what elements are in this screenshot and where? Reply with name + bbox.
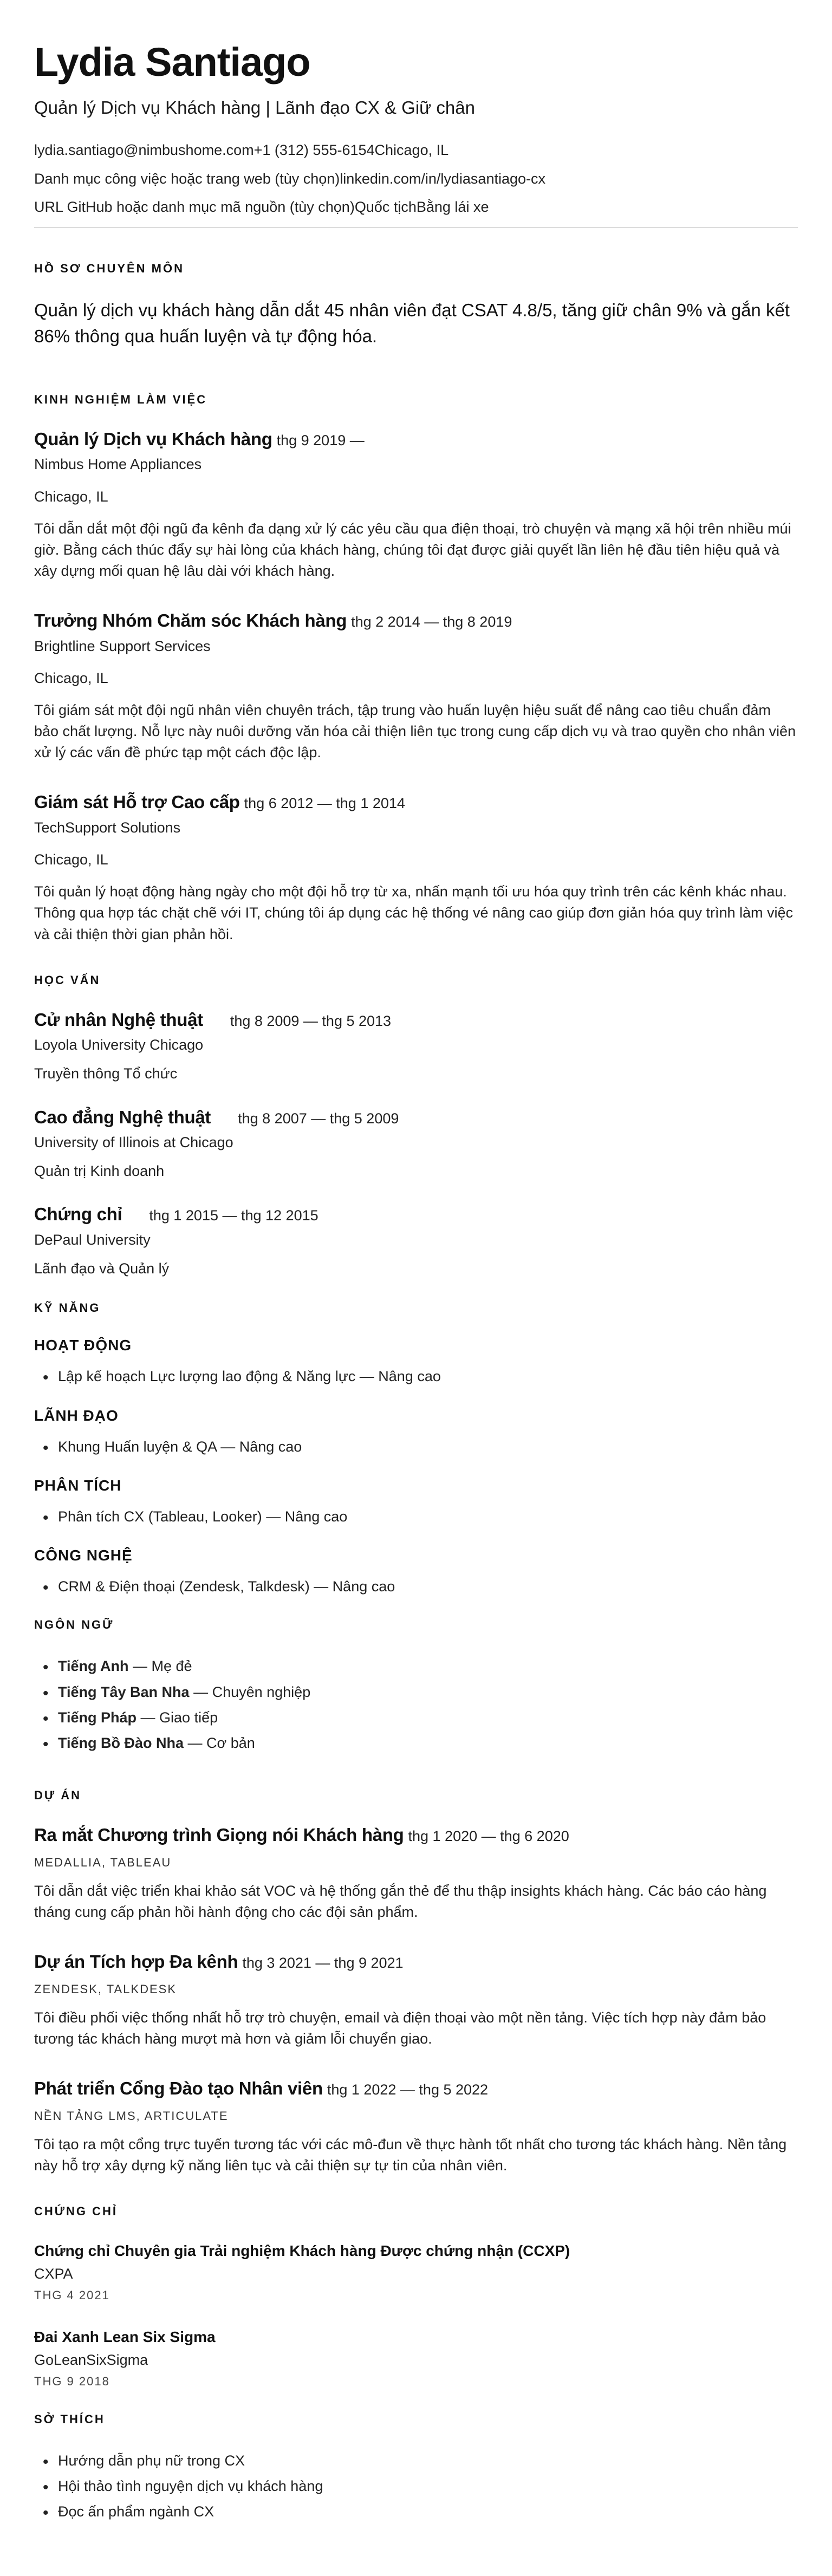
certification-date: THG 4 2021: [34, 2288, 110, 2302]
interest-item: • Đọc ấn phẩm ngành CX: [43, 2499, 798, 2525]
certifications-section: [34, 2204, 798, 2391]
language-item: [43, 1705, 798, 1731]
section-title-profile: HỒ SƠ CHUYÊN MÔN: [34, 262, 185, 276]
degree-title: Chứng chỉ: [34, 1204, 122, 1225]
languages-section: [34, 1618, 798, 1756]
field-of-study: Lãnh đạo và Quản lý: [34, 1260, 170, 1277]
certification-title: Chứng chỉ Chuyên gia Trải nghiệm Khách hàng Được chứng nhận (CCXP): [34, 2242, 570, 2259]
job-date: thg 6 2012 — thg 1 2014: [244, 795, 405, 812]
job-description: Tôi quản lý hoạt động hàng ngày cho một đội hỗ trợ từ xa, nhấn mạnh tối ưu hóa quy trình trên các kênh khác nhau. Thông qua hợp tác chặt chẽ với IT, chúng tôi áp dụng các hệ thống vé nâng cao giúp đơn giản hóa quy trình làm việc và cải thiện thời gian phản hồi.: [34, 883, 794, 942]
language-name: Tiếng Tây Ban Nha: [58, 1683, 190, 1700]
project-title: Phát triển Cổng Đào tạo Nhân viên: [34, 2078, 323, 2099]
job-description: Tôi dẫn dắt một đội ngũ đa kênh đa dạng xử lý các yêu cầu qua điện thoại, trò chuyện và mạng xã hội trên nhiều múi giờ. Bằng cách thúc đẩy sự hài lòng của khách hàng, chúng tôi đạt được giải quyết lần liên hệ đầu tiên hiệu quả và xây dựng mối quan hệ lâu dài với khách hàng.: [34, 520, 791, 579]
resume-header: [34, 42, 798, 217]
company-name: Nimbus Home Appliances: [34, 456, 202, 473]
certification-issuer: GoLeanSixSigma: [34, 2351, 148, 2368]
job-date: thg 9 2019 —: [276, 432, 365, 448]
language-level: — Mẹ đẻ: [128, 1658, 192, 1675]
project-description: Tôi dẫn dắt việc triển khai khảo sát VOC và hệ thống gắn thẻ để thu thập insights khách hàng. Các báo cáo hàng tháng cung cấp phản hồi hành động cho các đội sản phẩm.: [34, 1882, 767, 1921]
contact-line-primary: [34, 141, 798, 160]
project-entry: [34, 1824, 798, 1923]
language-level: — Cơ bản: [184, 1735, 255, 1752]
job-description: Tôi giám sát một đội ngũ nhân viên chuyên trách, tập trung vào huấn luyện hiệu suất để nâng cao tiêu chuẩn đảm bảo chất lượng. Nỗ lực này nuôi dưỡng văn hóa cải thiện liên tục trong cung cấp dịch vụ và trao quyền cho nhân viên xử lý các vấn đề phức tạp một cách độc lập.: [34, 702, 796, 761]
projects-section: [34, 1788, 798, 2176]
interest-list: [34, 2448, 798, 2525]
job-title: Giám sát Hỗ trợ Cao cấp: [34, 792, 240, 812]
job-location: Chicago, IL: [34, 669, 108, 686]
contact-line-links: [34, 170, 798, 188]
project-entry: [34, 1951, 798, 2050]
nationality: Quốc tịch: [354, 199, 417, 216]
github-link[interactable]: URL GitHub hoặc danh mục mã nguồn (tùy chọn): [34, 199, 355, 216]
project-tags: ZENDESK, TALKDESK: [34, 1982, 177, 1996]
language-item: [43, 1680, 798, 1705]
experience-entry: [34, 428, 798, 582]
education-date: thg 8 2009 — thg 5 2013: [230, 1012, 392, 1029]
education-entry-head: [34, 1107, 798, 1128]
project-tags: MEDALLIA, TABLEAU: [34, 1855, 172, 1869]
project-date: thg 3 2021 — thg 9 2021: [242, 1955, 404, 1972]
skill-list: [34, 1364, 798, 1389]
skill-list: [34, 1504, 798, 1530]
project-entry-head: [34, 1824, 798, 1846]
section-title-interests: SỞ THÍCH: [34, 2412, 105, 2426]
interests-section: [34, 2412, 798, 2525]
language-level: — Chuyên nghiệp: [189, 1683, 311, 1700]
section-title-projects: DỰ ÁN: [34, 1788, 82, 1803]
language-name: Tiếng Pháp: [58, 1709, 137, 1726]
profile-section: [34, 262, 798, 349]
skill-list: [34, 1574, 798, 1599]
education-entry-head: [34, 1204, 798, 1225]
education-entry: [34, 1107, 798, 1182]
job-title: Quản lý Dịch vụ Khách hàng: [34, 428, 272, 449]
skill-item: • Phân tích CX (Tableau, Looker) — Nâng cao: [43, 1504, 798, 1530]
language-item: [43, 1654, 798, 1679]
experience-entry-head: [34, 428, 798, 450]
company-name: Brightline Support Services: [34, 638, 211, 654]
project-description: Tôi tạo ra một cổng trực tuyến tương tác với các mô-đun về thực hành tốt nhất cho tương tác khách hàng. Nền tảng này hỗ trợ xây dựng kỹ năng liên tục và cải thiện sự tự tin của nhân viên.: [34, 2136, 787, 2174]
section-title-experience: KINH NGHIỆM LÀM VIỆC: [34, 392, 207, 406]
certification-entry: [34, 2326, 798, 2391]
school-name: Loyola University Chicago: [34, 1037, 204, 1053]
language-name: Tiếng Anh: [58, 1658, 129, 1675]
experience-entry-head: [34, 791, 798, 813]
skill-group-title: CÔNG NGHỆ: [34, 1547, 133, 1564]
company-name: TechSupport Solutions: [34, 819, 181, 836]
degree-title: Cử nhân Nghệ thuật: [34, 1009, 203, 1030]
language-item: [43, 1731, 798, 1756]
education-date: thg 8 2007 — thg 5 2009: [238, 1110, 399, 1127]
job-location: Chicago, IL: [34, 851, 108, 868]
skill-group-title: PHÂN TÍCH: [34, 1476, 122, 1494]
project-title: Dự án Tích hợp Đa kênh: [34, 1951, 238, 1972]
phone-number: +1 (312) 555-6154: [253, 141, 375, 158]
education-date: thg 1 2015 — thg 12 2015: [149, 1207, 318, 1224]
skill-group: [34, 1547, 798, 1599]
email-link[interactable]: lydia.santiago@nimbushome.com: [34, 141, 254, 158]
project-date: thg 1 2022 — thg 5 2022: [327, 2081, 489, 2098]
project-title: Ra mắt Chương trình Giọng nói Khách hàng: [34, 1825, 404, 1845]
experience-section: [34, 393, 798, 945]
contact-line-extra: [34, 198, 798, 217]
skills-section: [34, 1301, 798, 1599]
project-entry-head: [34, 1951, 798, 1973]
interest-item: • Hội thảo tình nguyện dịch vụ khách hàng: [43, 2474, 798, 2499]
project-date: thg 1 2020 — thg 6 2020: [408, 1828, 569, 1845]
job-location: Chicago, IL: [34, 488, 108, 505]
education-entry: [34, 1204, 798, 1279]
education-section: [34, 973, 798, 1280]
project-entry-head: [34, 2078, 798, 2099]
skill-group: [34, 1477, 798, 1530]
job-date: thg 2 2014 — thg 8 2019: [351, 614, 512, 630]
driving-license: Bằng lái xe: [416, 199, 489, 216]
school-name: DePaul University: [34, 1232, 151, 1248]
field-of-study: Truyền thông Tổ chức: [34, 1065, 178, 1082]
project-tags: NỀN TẢNG LMS, ARTICULATE: [34, 2109, 229, 2123]
education-entry: [34, 1009, 798, 1085]
candidate-name: Lydia Santiago: [34, 40, 310, 84]
experience-entry-head: [34, 610, 798, 632]
certification-issuer: CXPA: [34, 2265, 73, 2282]
language-list: [34, 1654, 798, 1756]
certification-title: Đai Xanh Lean Six Sigma: [34, 2328, 216, 2345]
school-name: University of Illinois at Chicago: [34, 1134, 233, 1151]
skill-item: • CRM & Điện thoại (Zendesk, Talkdesk) — Nâng cao: [43, 1574, 798, 1599]
skill-group: [34, 1337, 798, 1389]
section-title-languages: NGÔN NGỮ: [34, 1618, 114, 1632]
language-level: — Giao tiếp: [136, 1709, 218, 1726]
experience-entry: [34, 610, 798, 763]
headline: Quản lý Dịch vụ Khách hàng | Lãnh đạo CX & Giữ chân: [34, 97, 475, 118]
field-of-study: Quản trị Kinh doanh: [34, 1163, 165, 1180]
portfolio-link[interactable]: Danh mục công việc hoặc trang web (tùy chọn): [34, 170, 340, 187]
project-entry: [34, 2078, 798, 2176]
language-name: Tiếng Bồ Đào Nha: [58, 1735, 184, 1752]
job-title: Trưởng Nhóm Chăm sóc Khách hàng: [34, 610, 347, 631]
section-title-skills: KỸ NĂNG: [34, 1301, 101, 1315]
profile-summary: Quản lý dịch vụ khách hàng dẫn dắt 45 nhân viên đạt CSAT 4.8/5, tăng giữ chân 9% và gắn kết 86% thông qua huấn luyện và tự động hóa.: [34, 300, 790, 346]
skill-item: • Khung Huấn luyện & QA — Nâng cao: [43, 1434, 798, 1460]
skill-list: [34, 1434, 798, 1460]
interest-item: • Hướng dẫn phụ nữ trong CX: [43, 2448, 798, 2474]
section-title-education: HỌC VẤN: [34, 973, 101, 987]
header-divider: [34, 227, 798, 228]
certification-entry: [34, 2240, 798, 2305]
education-entry-head: [34, 1009, 798, 1031]
experience-entry: [34, 791, 798, 945]
skill-item: • Lập kế hoạch Lực lượng lao động & Năng lực — Nâng cao: [43, 1364, 798, 1389]
linkedin-link[interactable]: linkedin.com/in/lydiasantiago-cx: [340, 170, 545, 187]
certification-date: THG 9 2018: [34, 2374, 110, 2388]
project-description: Tôi điều phối việc thống nhất hỗ trợ trò chuyện, email và điện thoại vào một nền tảng. Việc tích hợp này đảm bảo tương tác khách hàng mượt mà hơn và giảm lỗi chuyển giao.: [34, 2009, 766, 2047]
location: Chicago, IL: [374, 141, 449, 158]
skill-group-title: LÃNH ĐẠO: [34, 1407, 119, 1424]
degree-title: Cao đẳng Nghệ thuật: [34, 1107, 211, 1127]
section-title-certifications: CHỨNG CHỈ: [34, 2204, 118, 2218]
skill-group: [34, 1407, 798, 1460]
skill-group-title: HOẠT ĐỘNG: [34, 1337, 132, 1354]
